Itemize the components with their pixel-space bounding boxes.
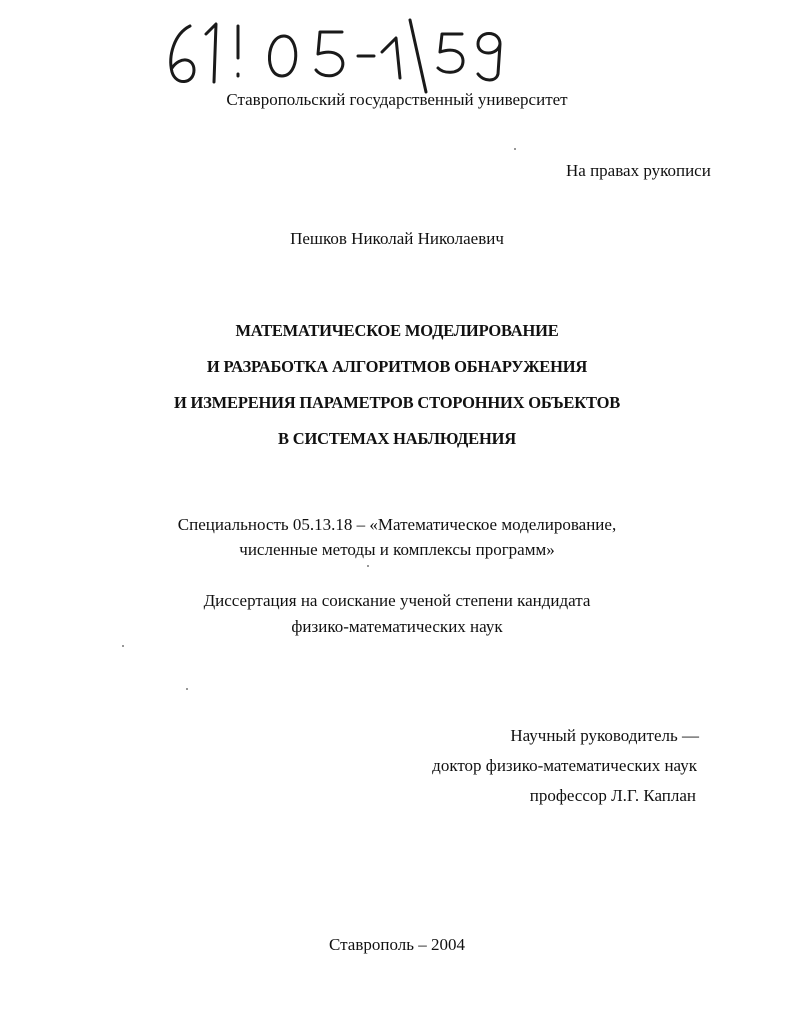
- place-year: Ставрополь – 2004: [329, 935, 465, 954]
- supervisor-line-1: Научный руководитель —: [510, 726, 699, 745]
- title-line-2: И РАЗРАБОТКА АЛГОРИТМОВ ОБНАРУЖЕНИЯ: [206, 357, 588, 376]
- specialty-line-2: численные методы и комплексы программ»: [239, 540, 555, 559]
- rights-note: На правах рукописи: [566, 161, 711, 180]
- title-line-3: И ИЗМЕРЕНИЯ ПАРАМЕТРОВ СТОРОННИХ ОБЪЕКТОВ: [173, 393, 621, 412]
- university-name: Ставропольский государственный университет: [226, 90, 568, 109]
- title-line-4: В СИСТЕМАХ НАБЛЮДЕНИЯ: [278, 429, 516, 448]
- supervisor-line-2: доктор физико-математических наук: [432, 756, 697, 775]
- title-line-1: МАТЕМАТИЧЕСКОЕ МОДЕЛИРОВАНИЕ: [235, 321, 559, 340]
- scan-speck: [122, 645, 124, 647]
- scan-speck: [514, 148, 516, 150]
- supervisor-line-3: профессор Л.Г. Каплан: [529, 786, 696, 805]
- author-name: Пешков Николай Николаевич: [290, 229, 504, 248]
- specialty-line-1: Специальность 05.13.18 – «Математическое моделирование,: [177, 515, 617, 534]
- scan-speck: [367, 565, 369, 567]
- dissertation-line-2: физико-математических наук: [291, 617, 503, 636]
- dissertation-line-1: Диссертация на соискание ученой степени кандидата: [203, 591, 591, 610]
- scan-speck: [186, 688, 188, 690]
- handwritten-archive-mark: [160, 12, 520, 94]
